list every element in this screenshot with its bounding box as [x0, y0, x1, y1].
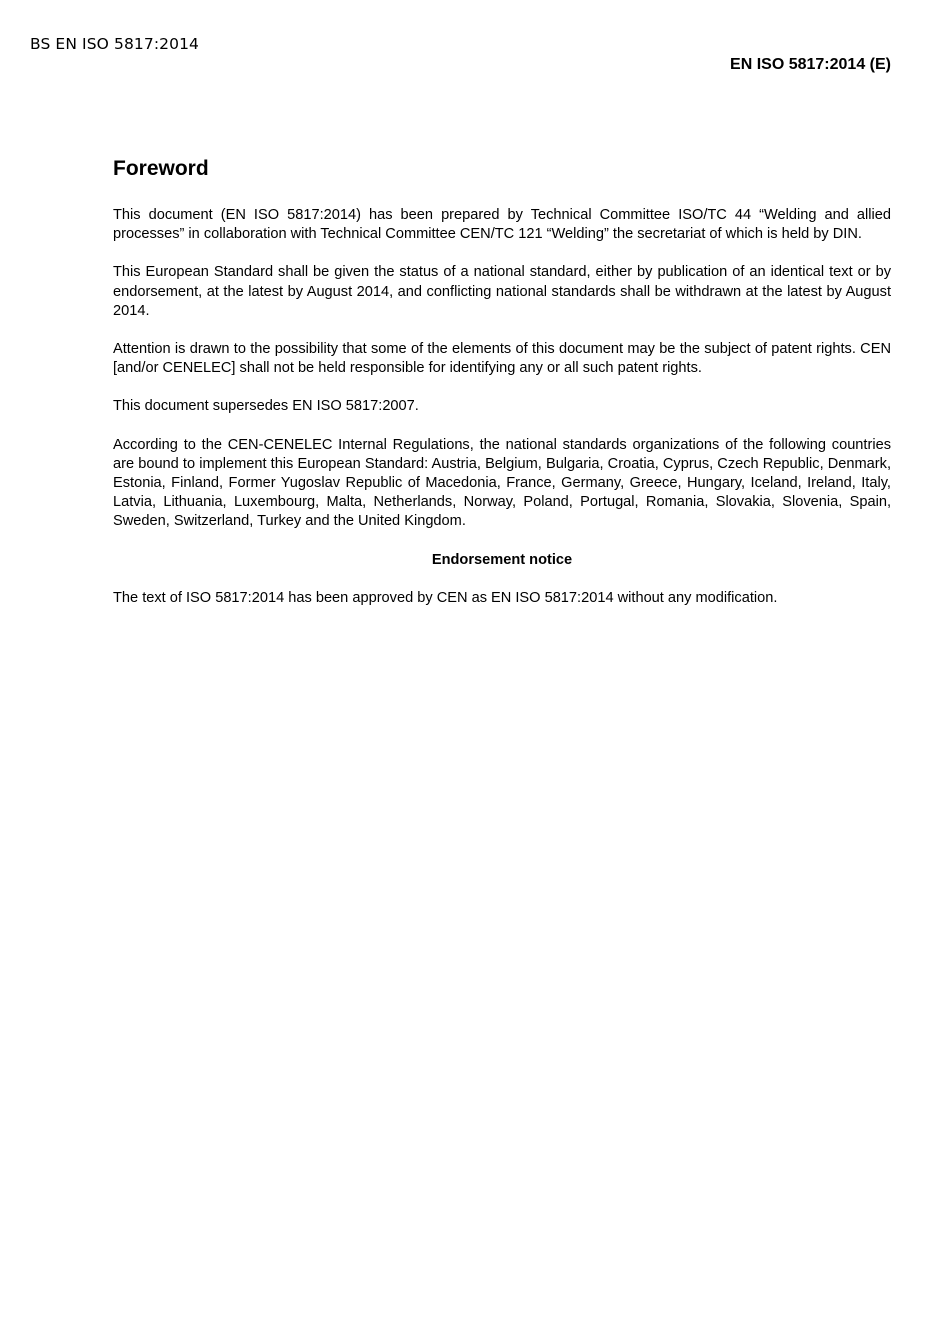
paragraph-supersedes: This document supersedes EN ISO 5817:2007. — [113, 398, 419, 415]
paragraph-countries: According to the CEN-CENELEC Internal Regulations, the national standards organizations of the following countries are bound to implement this European Standard: Austria, Belgium, Bulgaria, Croatia, Cyprus, Czech Republic, Denmark, Estonia, Finland, Former Yugoslav Republic of Macedonia, France, Germany, Greece, Hungary, Iceland, Ireland, Italy, Latvia, Lithuania, Luxembourg, Malta, Netherlands, Norway, Poland, Portugal, Romania, Slovakia, Slovenia, Spain, Sweden, Switzerland, Turkey and the United Kingdom. — [113, 436, 891, 530]
paragraph-patent-rights: Attention is drawn to the possibility that some of the elements of this document may be the subject of patent rights. CEN [and/or CENELEC] shall not be held responsible for identifying any or all such patent rights. — [113, 341, 891, 377]
endorsement-heading: Endorsement notice — [431, 551, 573, 568]
page-content — [113, 156, 891, 627]
paragraph-preparation: This document (EN ISO 5817:2014) has been prepared by Technical Committee ISO/TC 44 “Welding and allied processes” in collaboration with Technical Committee CEN/TC 121 “Welding” the secretariat of which is held by DIN. — [113, 207, 891, 243]
paragraph-national-status: This European Standard shall be given the status of a national standard, either by publication of an identical text or by endorsement, at the latest by August 2014, and conflicting national standards shall be withdrawn at the latest by August 2014. — [113, 264, 891, 319]
bs-standard-header: BS EN ISO 5817:2014 — [30, 35, 199, 53]
endorsement-text: The text of ISO 5817:2014 has been approved by CEN as EN ISO 5817:2014 without any modification. — [113, 589, 778, 606]
en-standard-header: EN ISO 5817:2014 (E) — [730, 56, 891, 73]
page-title: Foreword — [113, 157, 209, 180]
